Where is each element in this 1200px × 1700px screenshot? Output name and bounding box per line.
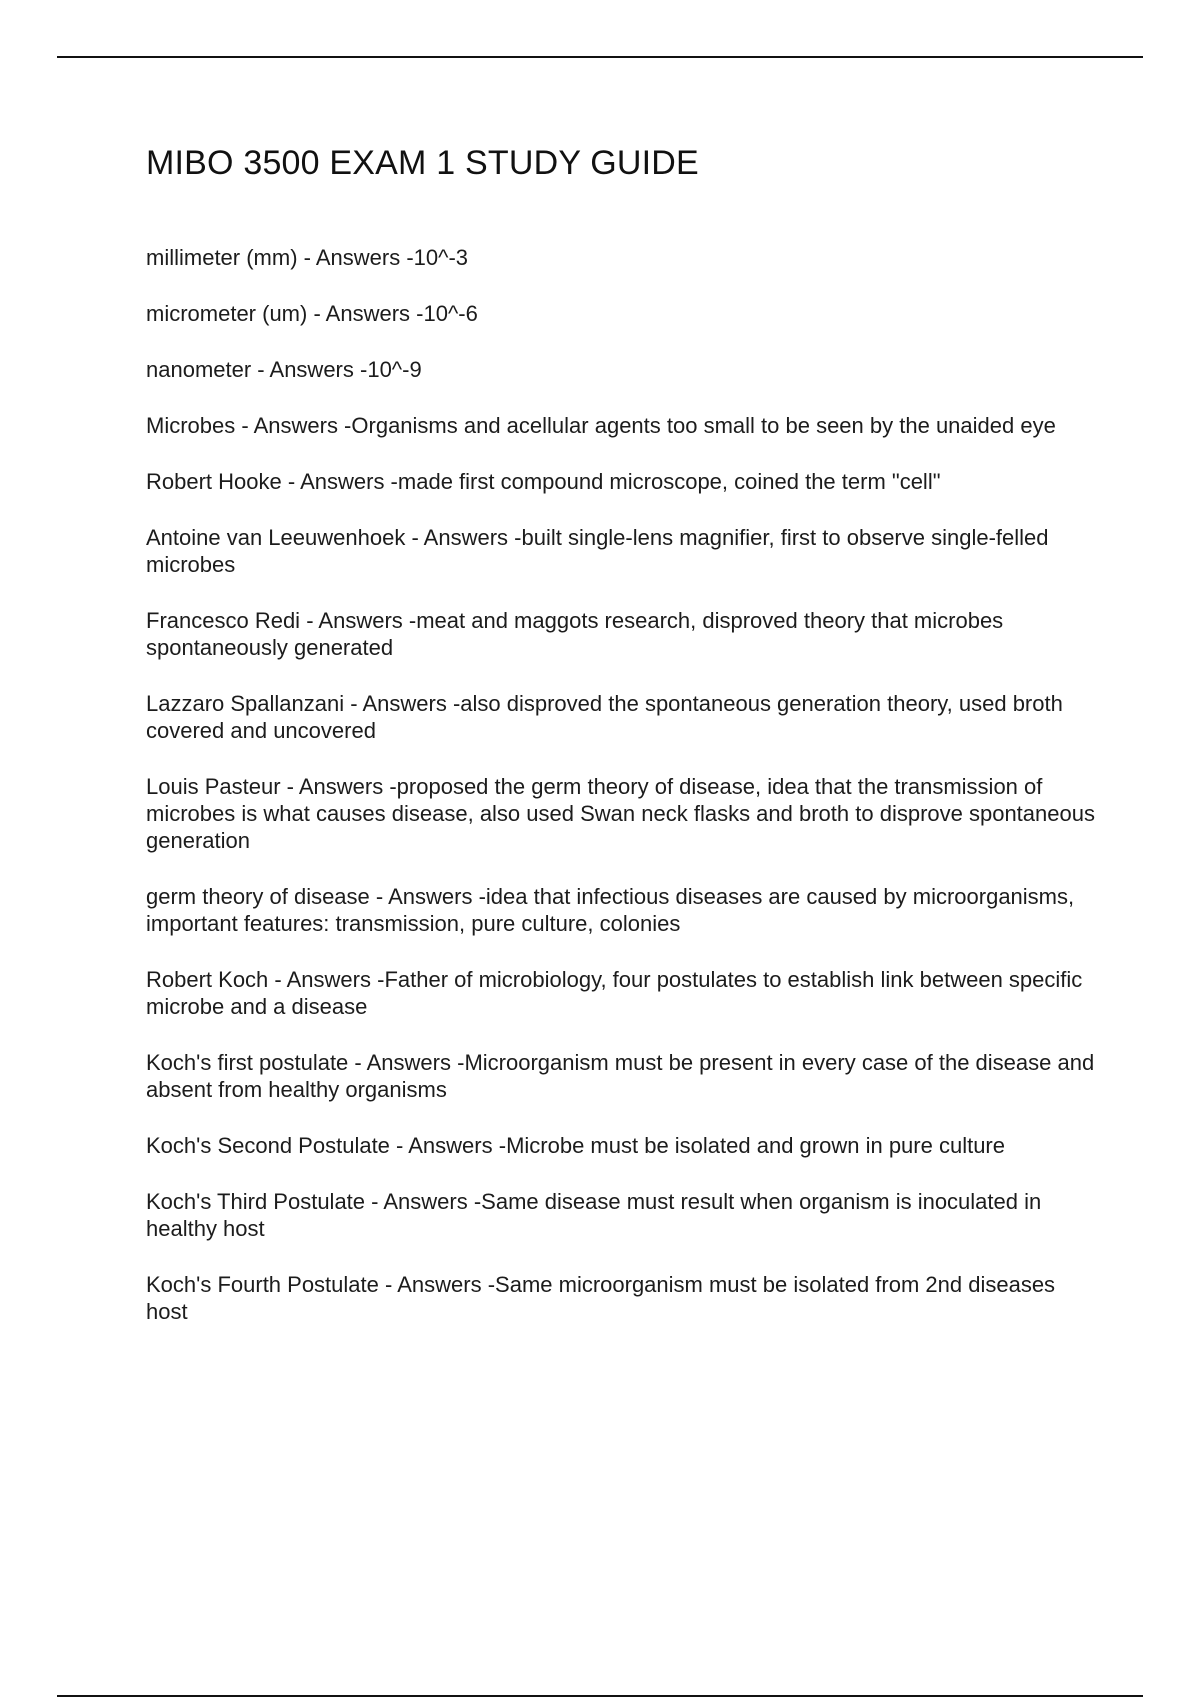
qa-term: Koch's Fourth Postulate: [146, 1272, 379, 1297]
qa-answer: Organisms and acellular agents too small to be seen by the unaided eye: [351, 413, 1056, 438]
qa-entry: [146, 773, 1096, 854]
qa-separator: - Answers -: [251, 357, 368, 382]
qa-entry: [146, 1188, 1096, 1242]
qa-entry: [146, 244, 1096, 271]
qa-separator: - Answers -: [365, 1189, 482, 1214]
page-title: MIBO 3500 EXAM 1 STUDY GUIDE: [146, 144, 699, 182]
qa-term: micrometer (um): [146, 301, 308, 326]
qa-entry: [146, 1132, 1096, 1159]
qa-answer: 10^-6: [423, 301, 478, 326]
qa-entry: [146, 300, 1096, 327]
qa-answer: Same microorganism must be isolated from 2nd diseases host: [146, 1272, 1056, 1324]
qa-separator: - Answers -: [344, 691, 461, 716]
qa-entry: [146, 1271, 1096, 1325]
qa-answer: Same disease must result when organism is inoculated in healthy host: [146, 1189, 1042, 1241]
qa-answer: Father of microbiology, four postulates to establish link between specific microbe and a disease: [146, 967, 1083, 1019]
qa-answer: Microorganism must be present in every case of the disease and absent from healthy organisms: [146, 1050, 1095, 1102]
qa-separator: - Answers -: [281, 469, 398, 494]
qa-term: Louis Pasteur: [146, 774, 281, 799]
qa-term: millimeter (mm): [146, 245, 298, 270]
top-rule: [57, 56, 1143, 58]
qa-answer: Microbe must be isolated and grown in pure culture: [506, 1133, 1005, 1158]
qa-term: Microbes: [146, 413, 236, 438]
qa-separator: - Answers -: [235, 413, 352, 438]
qa-answer: also disproved the spontaneous generation theory, used broth covered and uncovered: [146, 691, 1063, 743]
qa-answer: idea that infectious diseases are caused by microorganisms, important features: transmission, pure culture, colonies: [146, 884, 1075, 936]
qa-term: Koch's Third Postulate: [146, 1189, 366, 1214]
bottom-rule: [57, 1695, 1143, 1697]
qa-answer: built single-lens magnifier, first to observe single-felled microbes: [146, 525, 1049, 577]
qa-separator: - Answers -: [307, 301, 424, 326]
qa-entry: [146, 468, 1096, 495]
qa-list: [146, 244, 1096, 1354]
qa-entry: [146, 412, 1096, 439]
qa-entry: [146, 1049, 1096, 1103]
qa-term: Francesco Redi: [146, 608, 301, 633]
qa-term: Robert Hooke: [146, 469, 282, 494]
qa-separator: - Answers -: [268, 967, 385, 992]
qa-entry: [146, 524, 1096, 578]
qa-term: Koch's Second Postulate: [146, 1133, 390, 1158]
qa-separator: - Answers -: [378, 1272, 496, 1297]
qa-separator: - Answers -: [405, 525, 522, 550]
qa-entry: [146, 607, 1096, 661]
qa-term: Antoine van Leeuwenhoek: [146, 525, 406, 550]
qa-answer: 10^-3: [413, 245, 469, 270]
qa-entry: [146, 883, 1096, 937]
qa-separator: - Answers -: [348, 1050, 465, 1075]
qa-answer: proposed the germ theory of disease, idea that the transmission of microbes is what causes disease, also used Swan neck flasks and broth to disprove spontaneous generation: [146, 774, 1095, 853]
qa-entry: [146, 966, 1096, 1020]
qa-entry: [146, 356, 1096, 383]
qa-separator: - Answers -: [369, 884, 486, 909]
qa-answer: meat and maggots research, disproved theory that microbes spontaneously generated: [146, 608, 1004, 660]
qa-entry: [146, 690, 1096, 744]
qa-answer: 10^-9: [367, 357, 422, 382]
qa-term: Koch's first postulate: [146, 1050, 349, 1075]
qa-separator: - Answers -: [389, 1133, 507, 1158]
qa-term: germ theory of disease: [146, 884, 370, 909]
qa-term: Robert Koch: [146, 967, 269, 992]
qa-answer: made first compound microscope, coined the term "cell": [397, 469, 941, 494]
qa-separator: - Answers -: [297, 245, 414, 270]
qa-separator: - Answers -: [280, 774, 397, 799]
qa-separator: - Answers -: [300, 608, 417, 633]
qa-term: Lazzaro Spallanzani: [146, 691, 345, 716]
qa-term: nanometer: [146, 357, 252, 382]
